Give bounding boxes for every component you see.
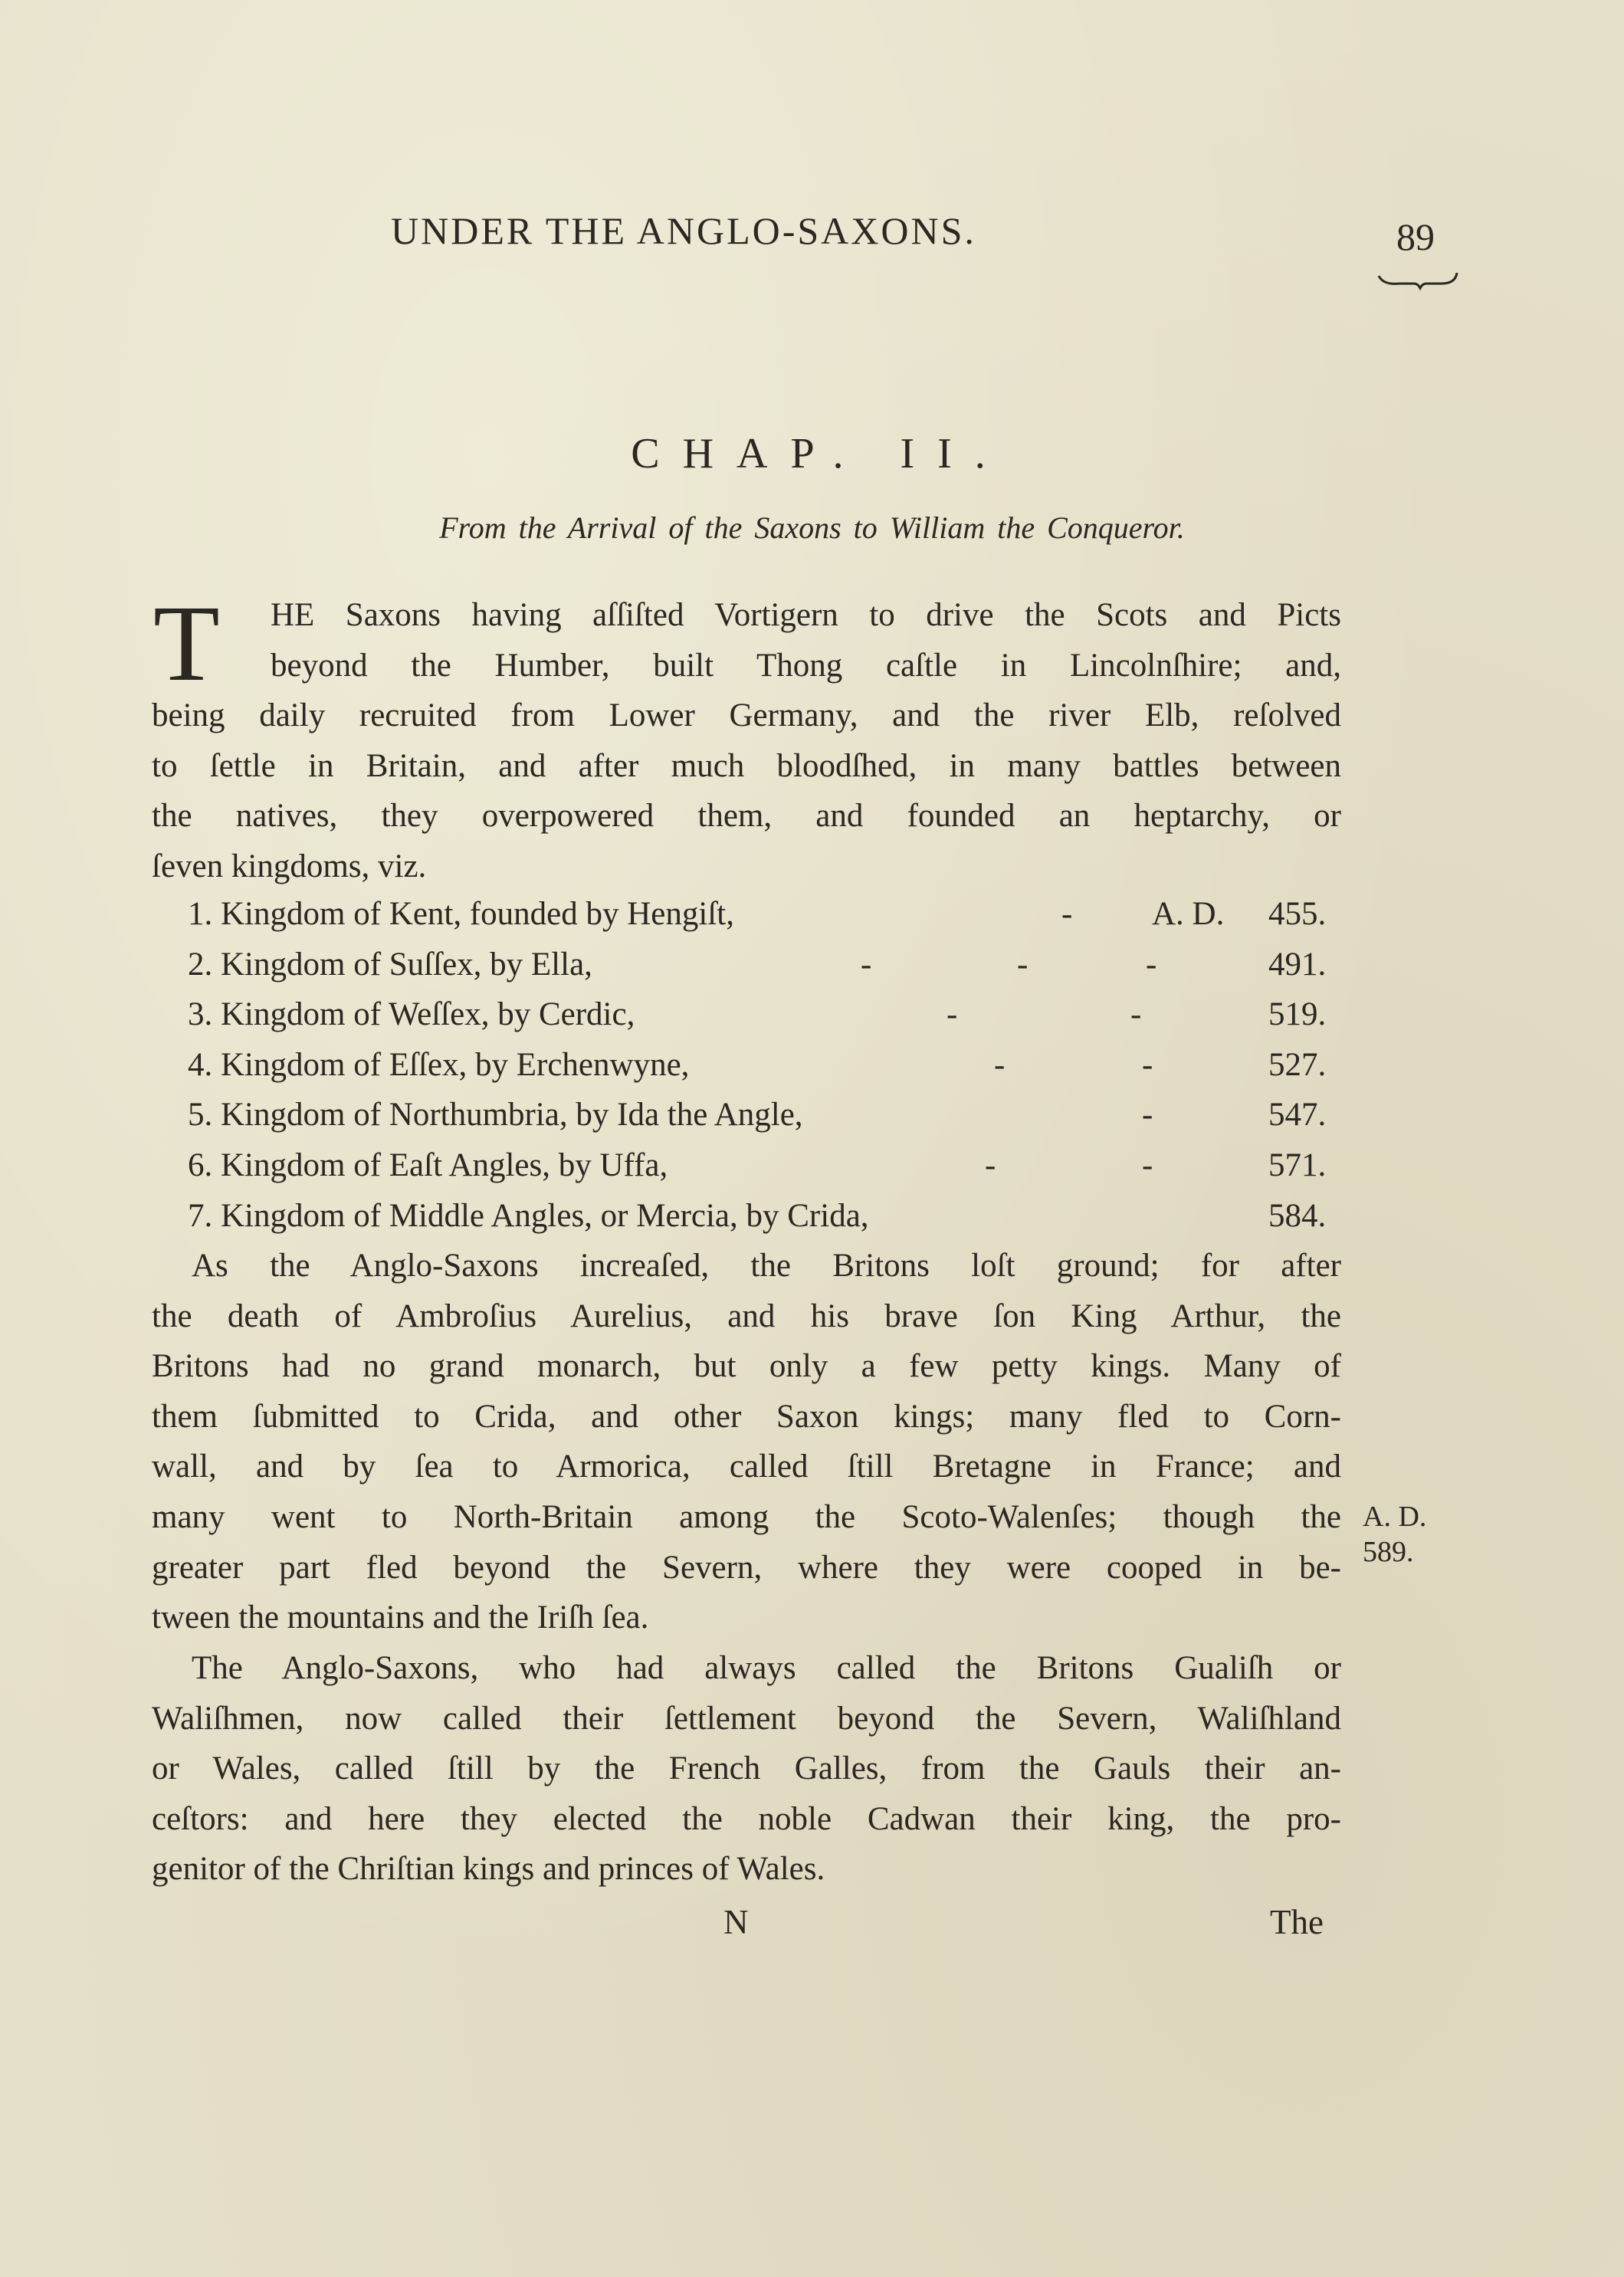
kingdom-name: 4. Kingdom of Eſſex, by Erchenwyne, xyxy=(188,1046,690,1083)
leader-dash: - xyxy=(985,1147,996,1183)
kingdom-entry xyxy=(188,889,1360,940)
kingdom-entry xyxy=(188,1140,1360,1191)
text-line: beyond the Humber, built Thong caſtle in Lincolnſhire; and, xyxy=(271,647,1341,684)
text-line: The Anglo-Saxons, who had always called the Britons Gualiſh or xyxy=(192,1650,1341,1686)
leader-dash: - xyxy=(1130,996,1142,1033)
kingdom-year: 491. xyxy=(1268,946,1327,983)
text-line: Britons had no grand monarch, but only a few petty kings. Many of xyxy=(152,1348,1341,1385)
leader-dash: - xyxy=(1146,946,1157,983)
text-line: to ſettle in Britain, and after much bloodſhed, in many battles between xyxy=(152,747,1341,784)
leader-dash: - xyxy=(994,1046,1006,1083)
kingdom-name: 5. Kingdom of Northumbria, by Ida the Angle, xyxy=(188,1097,803,1134)
catchword: The xyxy=(1270,1903,1324,1941)
page-number: 89 xyxy=(1396,215,1435,258)
text-line: being daily recruited from Lower Germany, and the river Elb, reſolved xyxy=(152,697,1341,734)
kingdom-year: 547. xyxy=(1268,1097,1327,1134)
leader-dash: - xyxy=(1061,896,1073,932)
anno-domini-label: A. D. xyxy=(1152,896,1225,932)
text-line: many went to North-Britain among the Scoto-Walenſes; though the xyxy=(152,1498,1341,1535)
kingdom-name: 7. Kingdom of Middle Angles, or Mercia, by Crida, xyxy=(188,1197,869,1234)
chapter-title: CHAP. II. xyxy=(631,430,1009,477)
text-line: the death of Ambroſius Aurelius, and his brave ſon King Arthur, the xyxy=(152,1298,1341,1334)
leader-dash: - xyxy=(1142,1046,1153,1083)
leader-dash: - xyxy=(1017,946,1029,983)
kingdom-entry xyxy=(188,989,1360,1040)
leader-dash: - xyxy=(947,996,958,1033)
kingdom-year: 455. xyxy=(1268,896,1327,932)
kingdom-list xyxy=(188,889,1360,1241)
text-line: wall, and by ſea to Armorica, called ſtill Bretagne in France; and xyxy=(152,1449,1341,1485)
kingdom-year: 519. xyxy=(1268,996,1327,1033)
chapter-subtitle: From the Arrival of the Saxons to William the Conqueror. xyxy=(439,510,1185,545)
kingdom-name: 6. Kingdom of Eaſt Angles, by Uffa, xyxy=(188,1147,668,1183)
drop-cap: T xyxy=(153,582,220,704)
paragraph-opening xyxy=(152,582,1341,892)
text-line: them ſubmitted to Crida, and other Saxon kings; many fled to Corn- xyxy=(152,1398,1341,1435)
text-line: the natives, they overpowered them, and founded an heptarchy, or xyxy=(152,798,1341,835)
running-head: UNDER THE ANGLO-SAXONS. xyxy=(391,209,976,252)
kingdom-entry xyxy=(188,940,1360,990)
kingdom-name: 1. Kingdom of Kent, founded by Hengiſt, xyxy=(188,896,734,932)
kingdom-name: 3. Kingdom of Weſſex, by Cerdic, xyxy=(188,996,635,1033)
text-line: ceſtors: and here they elected the noble Cadwan their king, the pro- xyxy=(152,1800,1341,1837)
leader-dash: - xyxy=(861,946,872,983)
paragraph-wales xyxy=(152,1643,1341,1895)
text-line: HE Saxons having aſſiſted Vortigern to drive the Scots and Picts xyxy=(271,597,1341,633)
text-line: genitor of the Chriſtian kings and princes of Wales. xyxy=(152,1851,825,1888)
page-footer xyxy=(0,1902,1624,1948)
paragraph-britons xyxy=(152,1241,1341,1643)
kingdom-year: 571. xyxy=(1268,1147,1327,1183)
kingdom-name: 2. Kingdom of Suſſex, by Ella, xyxy=(188,946,592,983)
kingdom-entry xyxy=(188,1191,1360,1242)
text-line: or Wales, called ſtill by the French Galles, from the Gauls their an- xyxy=(152,1750,1341,1787)
text-line: Waliſhmen, now called their ſettlement beyond the Severn, Waliſhland xyxy=(152,1700,1341,1737)
page-number-bracket-ornament xyxy=(1376,268,1460,291)
kingdom-entry xyxy=(188,1040,1360,1091)
text-line: As the Anglo-Saxons increaſed, the Britons loſt ground; for after xyxy=(192,1248,1341,1284)
kingdom-entry xyxy=(188,1090,1360,1140)
leader-dash: - xyxy=(1142,1097,1153,1134)
margin-note-year: 589. xyxy=(1363,1536,1414,1568)
kingdom-year: 584. xyxy=(1268,1197,1327,1234)
text-line: greater part fled beyond the Severn, where they were cooped in be- xyxy=(152,1549,1341,1586)
kingdom-year: 527. xyxy=(1268,1046,1327,1083)
text-line: ſeven kingdoms, viz. xyxy=(152,848,427,884)
signature-mark: N xyxy=(723,1903,749,1941)
margin-note-ad: A. D. xyxy=(1363,1501,1427,1533)
leader-dash: - xyxy=(1142,1147,1153,1183)
text-line: tween the mountains and the Iriſh ſea. xyxy=(152,1599,649,1636)
